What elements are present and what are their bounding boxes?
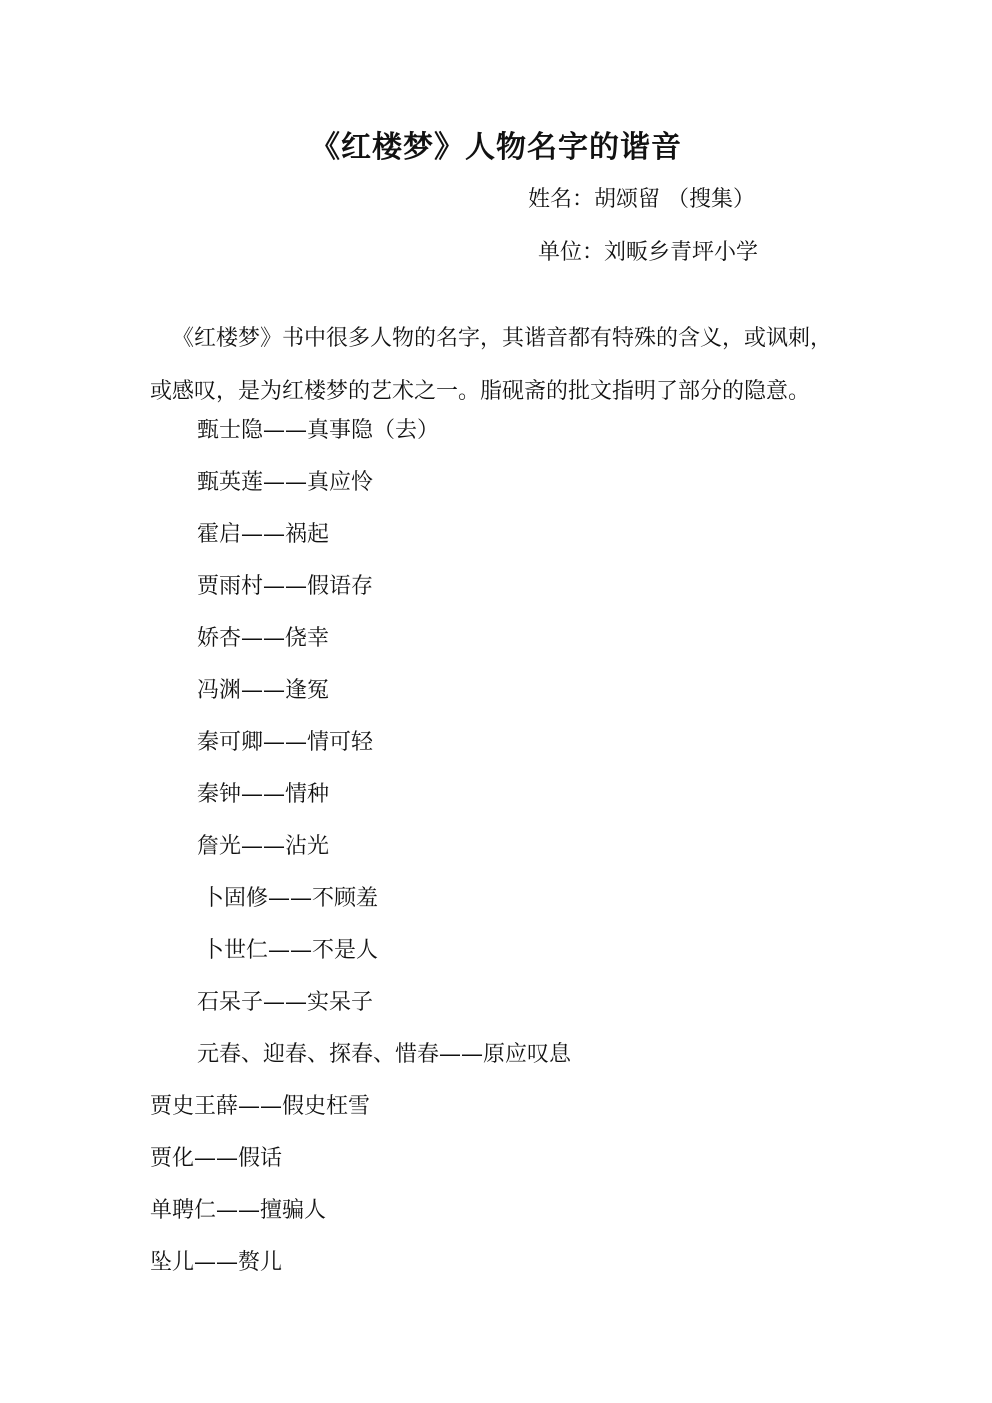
intro-line-1: 《红楼梦》书中很多人物的名字，其谐音都有特殊的含义，或讽刺， — [172, 326, 833, 351]
list-item: 冯渊——逢冤 — [197, 678, 330, 703]
unit-line: 单位：刘畈乡青坪小学 — [538, 240, 759, 265]
list-item: 贾史王薛——假史枉雪 — [150, 1094, 371, 1119]
list-item: 秦钟——情种 — [197, 782, 330, 807]
intro-line-2: 或感叹，是为红楼梦的艺术之一。脂砚斋的批文指明了部分的隐意。 — [150, 379, 811, 404]
list-item: 甄英莲——真应怜 — [197, 470, 374, 495]
list-item: 秦可卿——情可轻 — [197, 730, 374, 755]
list-item: 霍启——祸起 — [197, 522, 330, 547]
list-item: 元春、迎春、探春、惜春——原应叹息 — [197, 1042, 572, 1067]
list-item: 詹光——沾光 — [197, 834, 330, 859]
document-title: 《红楼梦》人物名字的谐音 — [310, 130, 682, 165]
intro-paragraph — [150, 312, 850, 418]
list-item: 贾化——假话 — [150, 1146, 283, 1171]
list-item: 卜固修——不顾羞 — [202, 886, 379, 911]
list-item: 坠儿——赘儿 — [150, 1250, 283, 1275]
list-item: 卜世仁——不是人 — [202, 938, 379, 963]
author-line: 姓名：胡颂留 （搜集） — [528, 187, 755, 212]
list-item: 贾雨村——假语存 — [197, 574, 374, 599]
list-item: 甄士隐——真事隐（去） — [197, 418, 440, 443]
list-item: 单聘仁——擅骗人 — [150, 1198, 327, 1223]
list-item: 娇杏——侥幸 — [197, 626, 330, 651]
name-pun-list — [0, 415, 992, 1299]
list-item: 石呆子——实呆子 — [197, 990, 374, 1015]
